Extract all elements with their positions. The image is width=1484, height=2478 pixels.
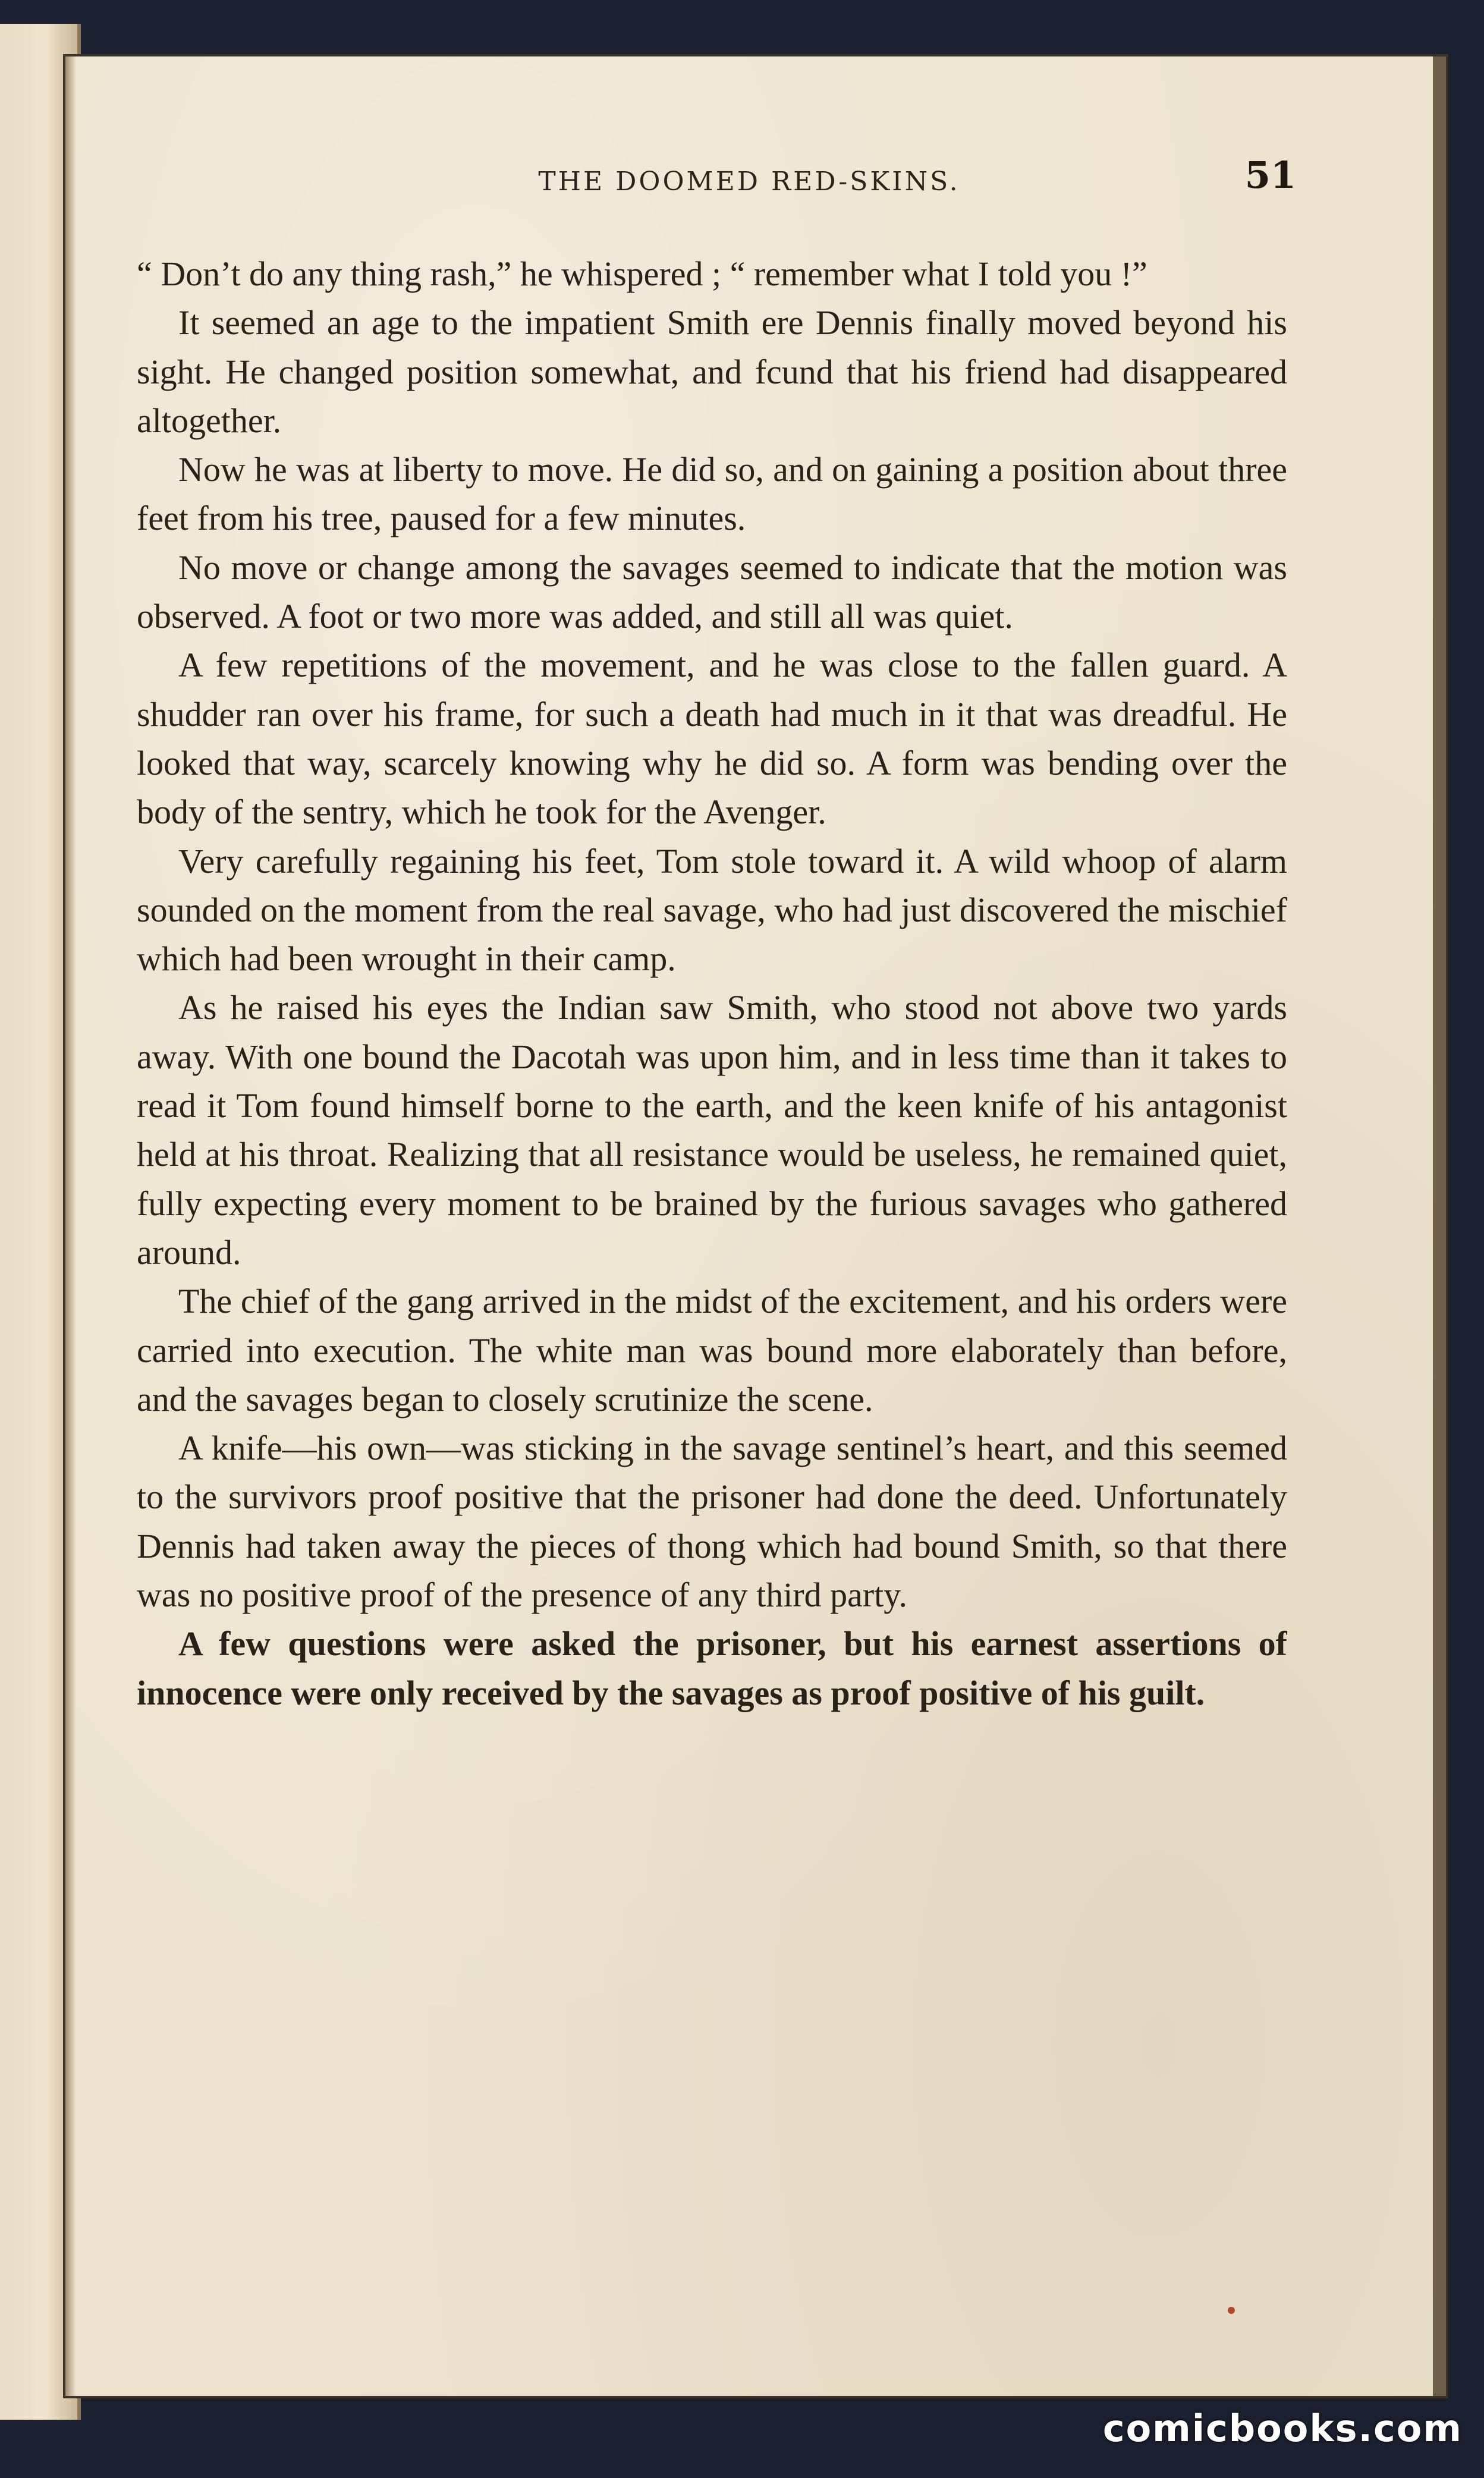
body-text [137,250,1287,2241]
paragraph: As he raised his eyes the Indian saw Smith, who stood not above two yards away. With one bound the Dacotah was upon him, and in less time than it takes to read it Tom found himself borne to the earth, and the keen knife of his antagonist held at his throat. Realizing that all resistance would be useless, he remained quiet, fully expecting every moment to be brained by the furious savages who gathered around. [137,988,1287,1272]
paragraph: Now he was at liberty to move. He did so, and on gaining a position about three feet from his tree, paused for a few minutes. [137,450,1287,538]
site-watermark: comicbooks.com [1102,2407,1463,2450]
paragraph: It seemed an age to the impatient Smith ere Dennis finally moved beyond his sight. He changed position somewhat, and fcund that his friend had disappeared altogether. [137,303,1287,440]
paragraph: A knife—his own—was sticking in the savage sentinel’s heart, and this seemed to the survivors proof positive that the prisoner had done the deed. Unfortunately Dennis had taken away the pieces of thong which had bound Smith, so that there was no positive proof of the presence of any third party. [137,1429,1287,1615]
paragraph: The chief of the gang arrived in the midst of the excitement, and his orders were carried into execution. The white man was bound more elaborately than before, and the savages began to closely scrutinize the scene. [137,1282,1287,1419]
paragraph: Very carefully regaining his feet, Tom stole toward it. A wild whoop of alarm sounded on the moment from the real savage, who had just discovered the mischief which had been wrought in their camp. [137,841,1287,979]
ink-speck [1228,2307,1235,2314]
page-number: 51 [1244,153,1296,197]
page-gutter-shadow [65,56,76,2396]
paragraph: No move or change among the savages seemed to indicate that the motion was observed. A foot or two more was added, and still all was quiet. [137,548,1287,636]
paragraph: “ Don’t do any thing rash,” he whispered ; “ remember what I told you !” [137,254,1147,293]
running-header: THE DOOMED RED-SKINS. [538,166,960,197]
paragraph: A few repetitions of the movement, and he was close to the fallen guard. A shudder ran over his frame, for such a death had much in it that was dreadful. He looked that way, scarcely knowing why he did so. A form was bending over the body of the sentry, which he took for the Avenger. [137,646,1287,832]
paragraph: A few questions were asked the prisoner, but his earnest assertions of innocence were only received by the savages as proof positive of his guilt. [137,1624,1287,1712]
